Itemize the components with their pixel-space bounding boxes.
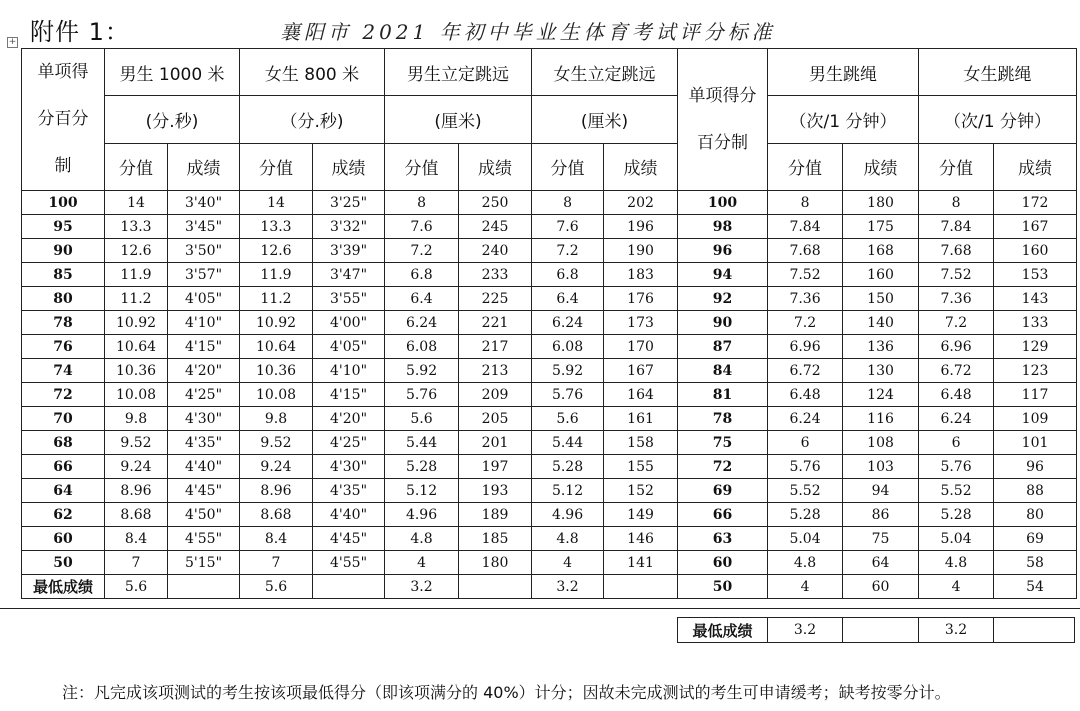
table-cell: 10.92 [240, 311, 313, 335]
table-cell [604, 575, 678, 599]
table-cell: 4.8 [532, 527, 604, 551]
table-cell: 86 [843, 503, 919, 527]
table-row [22, 359, 1077, 383]
table-cell: 7.84 [919, 215, 994, 239]
scoring-table [21, 48, 1077, 599]
score-cell: 72 [678, 455, 768, 479]
table-cell: 3.2 [919, 618, 994, 643]
table-row [22, 311, 1077, 335]
table-cell: 124 [843, 383, 919, 407]
table-cell: 167 [604, 359, 678, 383]
page-divider [0, 608, 1080, 609]
table-cell: 3'39" [313, 239, 385, 263]
table-cell: 6.48 [768, 383, 843, 407]
table-row [22, 455, 1077, 479]
table-cell: 205 [459, 407, 532, 431]
table-cell: 12.6 [240, 239, 313, 263]
score-cell: 98 [678, 215, 768, 239]
table-cell: 158 [604, 431, 678, 455]
table-cell: 4'30" [313, 455, 385, 479]
score-cell: 78 [22, 311, 105, 335]
subheader-value: 分值 [105, 143, 168, 190]
table-cell: 3.2 [768, 618, 843, 643]
table-cell: 5.76 [385, 383, 459, 407]
table-cell: 7.6 [532, 215, 604, 239]
table-cell: 64 [843, 551, 919, 575]
table-cell: 173 [604, 311, 678, 335]
table-cell: 170 [604, 335, 678, 359]
table-cell: 7.2 [385, 239, 459, 263]
table-cell: 8.96 [240, 479, 313, 503]
table-cell: 11.9 [105, 263, 168, 287]
table-cell: 11.2 [105, 287, 168, 311]
table-cell: 5.12 [385, 479, 459, 503]
table-cell: 213 [459, 359, 532, 383]
table-cell: 60 [843, 575, 919, 599]
table-row [22, 407, 1077, 431]
score-cell: 74 [22, 359, 105, 383]
header-line: 分百分 [37, 109, 89, 129]
table-cell: 5'15" [168, 551, 240, 575]
table-cell: 4'25" [168, 383, 240, 407]
table-cell: 4'35" [313, 479, 385, 503]
table-cell: 209 [459, 383, 532, 407]
table-cell: 3'32" [313, 215, 385, 239]
table-cell: 141 [604, 551, 678, 575]
table-cell: 96 [994, 455, 1077, 479]
table-cell: 7.68 [768, 239, 843, 263]
table-cell: 9.52 [105, 431, 168, 455]
table-cell: 4'10" [168, 311, 240, 335]
table-cell: 11.9 [240, 263, 313, 287]
subheader-result: 成绩 [459, 143, 532, 190]
table-cell: 4'55" [168, 527, 240, 551]
header-unit: (厘米) [532, 96, 678, 143]
table-cell: 58 [994, 551, 1077, 575]
table-cell: 5.44 [385, 431, 459, 455]
table-cell: 8 [385, 191, 459, 215]
table-cell: 146 [604, 527, 678, 551]
table-cell: 7.68 [919, 239, 994, 263]
table-cell: 5.76 [532, 383, 604, 407]
table-cell: 133 [994, 311, 1077, 335]
table-cell: 101 [994, 431, 1077, 455]
subheader-result: 成绩 [604, 143, 678, 190]
header-score-percent [22, 49, 105, 191]
header-boys-rope: 男生跳绳 [768, 49, 919, 96]
subheader-result: 成绩 [168, 143, 240, 190]
table-row [22, 191, 1077, 215]
table-cell: 9.24 [240, 455, 313, 479]
table-cell: 130 [843, 359, 919, 383]
table-cell: 8 [768, 191, 843, 215]
table-cell: 160 [994, 239, 1077, 263]
table-cell: 245 [459, 215, 532, 239]
header-line: 单项得分 [688, 85, 757, 106]
table-cell: 14 [240, 191, 313, 215]
table-cell: 6.08 [532, 335, 604, 359]
table-cell: 6.24 [768, 407, 843, 431]
table-cell: 6.4 [385, 287, 459, 311]
table-cell: 94 [843, 479, 919, 503]
table-cell: 5.44 [532, 431, 604, 455]
score-cell: 85 [22, 263, 105, 287]
table-cell: 5.6 [105, 575, 168, 599]
table-cell: 180 [459, 551, 532, 575]
table-cell: 7.52 [919, 263, 994, 287]
attachment-label: 附件 1： [30, 18, 130, 46]
table-cell: 189 [459, 503, 532, 527]
score-cell: 87 [678, 335, 768, 359]
header-line: 制 [54, 156, 72, 176]
table-cell: 153 [994, 263, 1077, 287]
table-cell: 233 [459, 263, 532, 287]
table-cell: 6.48 [919, 383, 994, 407]
table-cell: 6.8 [385, 263, 459, 287]
table-cell: 75 [843, 527, 919, 551]
score-cell: 62 [22, 503, 105, 527]
table-row [22, 383, 1077, 407]
table-cell: 3'55" [313, 287, 385, 311]
score-cell: 最低成绩 [22, 575, 105, 599]
table-cell: 193 [459, 479, 532, 503]
table-cell: 4'15" [313, 383, 385, 407]
table-cell: 9.8 [105, 407, 168, 431]
table-row [22, 551, 1077, 575]
header-unit: (厘米) [385, 96, 532, 143]
table-cell: 6.08 [385, 335, 459, 359]
table-cell: 240 [459, 239, 532, 263]
score-cell: 81 [678, 383, 768, 407]
score-cell: 100 [678, 191, 768, 215]
table-cell: 190 [604, 239, 678, 263]
table-cell: 185 [459, 527, 532, 551]
table-cell: 7.2 [768, 311, 843, 335]
table-cell: 7.36 [768, 287, 843, 311]
table-cell: 10.64 [105, 335, 168, 359]
score-cell: 80 [22, 287, 105, 311]
score-cell: 95 [22, 215, 105, 239]
table-cell: 143 [994, 287, 1077, 311]
subheader-result: 成绩 [843, 143, 919, 190]
table-cell: 4'20" [313, 407, 385, 431]
table-cell: 5.6 [532, 407, 604, 431]
table-cell: 3'25" [313, 191, 385, 215]
table-cell: 4'25" [313, 431, 385, 455]
header-unit: （次/1 分钟） [768, 96, 919, 143]
table-cell: 160 [843, 263, 919, 287]
table-cell: 3.2 [532, 575, 604, 599]
score-cell: 64 [22, 479, 105, 503]
table-cell: 5.76 [919, 455, 994, 479]
table-cell: 4 [768, 575, 843, 599]
table-row [22, 431, 1077, 455]
table-cell: 6.96 [919, 335, 994, 359]
table-cell: 8 [532, 191, 604, 215]
table-cell: 3'57" [168, 263, 240, 287]
table-cell: 5.6 [240, 575, 313, 599]
table-row [22, 263, 1077, 287]
score-cell: 60 [22, 527, 105, 551]
table-cell: 150 [843, 287, 919, 311]
table-cell: 9.8 [240, 407, 313, 431]
table-cell: 5.04 [768, 527, 843, 551]
table-cell: 7 [105, 551, 168, 575]
score-cell: 96 [678, 239, 768, 263]
table-cell: 117 [994, 383, 1077, 407]
table-cell: 5.28 [919, 503, 994, 527]
table-cell: 4'55" [313, 551, 385, 575]
table-cell: 3'40" [168, 191, 240, 215]
score-cell: 68 [22, 431, 105, 455]
table-cell: 14 [105, 191, 168, 215]
table-cell: 5.76 [768, 455, 843, 479]
header-score-percent-b [678, 49, 768, 191]
table-cell: 7.52 [768, 263, 843, 287]
score-cell: 50 [22, 551, 105, 575]
table-cell: 183 [604, 263, 678, 287]
table-cell: 221 [459, 311, 532, 335]
table-cell: 8.4 [240, 527, 313, 551]
table-row [22, 479, 1077, 503]
table-row [22, 575, 1077, 599]
table-cell: 4'00" [313, 311, 385, 335]
table-cell: 7.6 [385, 215, 459, 239]
table-cell: 5.28 [385, 455, 459, 479]
table-cell: 6 [919, 431, 994, 455]
table-cell: 6.96 [768, 335, 843, 359]
table-move-handle-icon[interactable]: + [8, 37, 17, 47]
table-cell: 164 [604, 383, 678, 407]
header-unit: (分.秒) [105, 96, 240, 143]
subheader-value: 分值 [240, 143, 313, 190]
table-cell: 4'05" [313, 335, 385, 359]
table-cell: 13.3 [240, 215, 313, 239]
table-cell: 155 [604, 455, 678, 479]
table-cell: 8.68 [240, 503, 313, 527]
table-row [22, 239, 1077, 263]
table-cell: 123 [994, 359, 1077, 383]
table-cell: 168 [843, 239, 919, 263]
table-cell: 140 [843, 311, 919, 335]
table-cell: 161 [604, 407, 678, 431]
table-cell: 10.08 [240, 383, 313, 407]
table-cell: 8.4 [105, 527, 168, 551]
score-cell: 72 [22, 383, 105, 407]
table-cell: 7.84 [768, 215, 843, 239]
header-line: 单项得 [37, 62, 89, 82]
score-cell: 76 [22, 335, 105, 359]
table-cell: 8.96 [105, 479, 168, 503]
table-cell: 4.8 [385, 527, 459, 551]
table-cell: 9.24 [105, 455, 168, 479]
footnote: 注：凡完成该项测试的考生按该项最低得分（即该项满分的 40%）计分；因故未完成测试的考生可申请缓考；缺考按零分计。 [62, 683, 951, 702]
score-cell: 66 [22, 455, 105, 479]
table-cell: 6.72 [768, 359, 843, 383]
table-cell: 5.28 [768, 503, 843, 527]
table-cell: 152 [604, 479, 678, 503]
table-cell: 149 [604, 503, 678, 527]
table-cell: 4.96 [385, 503, 459, 527]
table-cell: 5.52 [768, 479, 843, 503]
table-row [22, 287, 1077, 311]
table-cell: 4'50" [168, 503, 240, 527]
score-cell: 70 [22, 407, 105, 431]
table-body [22, 191, 1077, 599]
document-title: 襄阳市 2021 年初中毕业生体育考试评分标准 [280, 20, 776, 44]
table-cell: 10.36 [105, 359, 168, 383]
table-cell: 6.8 [532, 263, 604, 287]
header-girls-800m: 女生 800 米 [240, 49, 385, 96]
min-result-label: 最低成绩 [678, 618, 768, 643]
table-row [22, 335, 1077, 359]
table-cell: 4 [532, 551, 604, 575]
subheader-result: 成绩 [313, 143, 385, 190]
table-cell: 4'40" [313, 503, 385, 527]
header-girls-long-jump: 女生立定跳远 [532, 49, 678, 96]
header-unit: （次/1 分钟） [919, 96, 1077, 143]
table-cell: 10.64 [240, 335, 313, 359]
table-cell: 4'30" [168, 407, 240, 431]
score-cell: 66 [678, 503, 768, 527]
table-cell: 6.72 [919, 359, 994, 383]
table-cell: 4.8 [768, 551, 843, 575]
table-cell [843, 618, 919, 643]
table-cell: 196 [604, 215, 678, 239]
score-cell: 84 [678, 359, 768, 383]
table-cell: 8.68 [105, 503, 168, 527]
table-cell: 4'35" [168, 431, 240, 455]
table-cell: 4'40" [168, 455, 240, 479]
table-cell: 3'50" [168, 239, 240, 263]
score-cell: 92 [678, 287, 768, 311]
table-cell: 136 [843, 335, 919, 359]
table-cell: 202 [604, 191, 678, 215]
score-cell: 75 [678, 431, 768, 455]
table-cell: 10.08 [105, 383, 168, 407]
table-cell: 7.36 [919, 287, 994, 311]
extra-min-row-table [677, 617, 1075, 643]
table-cell: 103 [843, 455, 919, 479]
table-cell: 5.92 [532, 359, 604, 383]
table-cell [459, 575, 532, 599]
table-cell: 7.2 [919, 311, 994, 335]
table-cell: 5.52 [919, 479, 994, 503]
table-cell: 4'05" [168, 287, 240, 311]
table-cell: 225 [459, 287, 532, 311]
score-cell: 78 [678, 407, 768, 431]
subheader-value: 分值 [385, 143, 459, 190]
table-cell: 108 [843, 431, 919, 455]
table-cell: 80 [994, 503, 1077, 527]
header-line: 百分制 [697, 132, 749, 153]
table-cell: 5.04 [919, 527, 994, 551]
table-cell: 6.24 [385, 311, 459, 335]
table-cell: 180 [843, 191, 919, 215]
table-row [22, 527, 1077, 551]
table-cell: 54 [994, 575, 1077, 599]
table-row [22, 215, 1077, 239]
header-boys-long-jump: 男生立定跳远 [385, 49, 532, 96]
score-cell: 50 [678, 575, 768, 599]
table-cell: 6 [768, 431, 843, 455]
table-cell [313, 575, 385, 599]
table-cell: 250 [459, 191, 532, 215]
table-cell: 3.2 [385, 575, 459, 599]
table-cell: 4'20" [168, 359, 240, 383]
table-cell: 5.28 [532, 455, 604, 479]
table-cell: 69 [994, 527, 1077, 551]
table-cell: 3'47" [313, 263, 385, 287]
table-cell: 129 [994, 335, 1077, 359]
table-cell: 4 [919, 575, 994, 599]
table-cell: 10.92 [105, 311, 168, 335]
subheader-value: 分值 [768, 143, 843, 190]
score-cell: 94 [678, 263, 768, 287]
table-cell: 12.6 [105, 239, 168, 263]
score-cell: 100 [22, 191, 105, 215]
header-girls-rope: 女生跳绳 [919, 49, 1077, 96]
table-cell: 8 [919, 191, 994, 215]
table-cell: 175 [843, 215, 919, 239]
table-cell: 7 [240, 551, 313, 575]
table-cell: 9.52 [240, 431, 313, 455]
table-cell: 109 [994, 407, 1077, 431]
table-cell: 4'15" [168, 335, 240, 359]
header-unit: （分.秒) [240, 96, 385, 143]
table-cell: 6.4 [532, 287, 604, 311]
table-cell: 197 [459, 455, 532, 479]
table-cell: 10.36 [240, 359, 313, 383]
table-cell: 217 [459, 335, 532, 359]
table-cell: 172 [994, 191, 1077, 215]
score-cell: 60 [678, 551, 768, 575]
subheader-result: 成绩 [994, 143, 1077, 190]
table-cell: 4'45" [313, 527, 385, 551]
table-cell: 5.12 [532, 479, 604, 503]
table-cell: 4'45" [168, 479, 240, 503]
table-cell: 116 [843, 407, 919, 431]
table-cell: 6.24 [532, 311, 604, 335]
table-cell: 4'10" [313, 359, 385, 383]
table-cell: 3'45" [168, 215, 240, 239]
table-cell [168, 575, 240, 599]
table-cell [994, 618, 1075, 643]
table-cell: 167 [994, 215, 1077, 239]
score-cell: 90 [22, 239, 105, 263]
table-cell: 4.8 [919, 551, 994, 575]
table-cell: 176 [604, 287, 678, 311]
table-cell: 7.2 [532, 239, 604, 263]
table-cell: 13.3 [105, 215, 168, 239]
table-cell: 4 [385, 551, 459, 575]
score-cell: 69 [678, 479, 768, 503]
subheader-value: 分值 [919, 143, 994, 190]
table-cell: 5.6 [385, 407, 459, 431]
score-cell: 63 [678, 527, 768, 551]
table-cell: 6.24 [919, 407, 994, 431]
table-cell: 201 [459, 431, 532, 455]
header-boys-1000m: 男生 1000 米 [105, 49, 240, 96]
subheader-value: 分值 [532, 143, 604, 190]
score-cell: 90 [678, 311, 768, 335]
table-row [22, 503, 1077, 527]
table-cell: 11.2 [240, 287, 313, 311]
table-cell: 4.96 [532, 503, 604, 527]
table-cell: 5.92 [385, 359, 459, 383]
table-cell: 88 [994, 479, 1077, 503]
